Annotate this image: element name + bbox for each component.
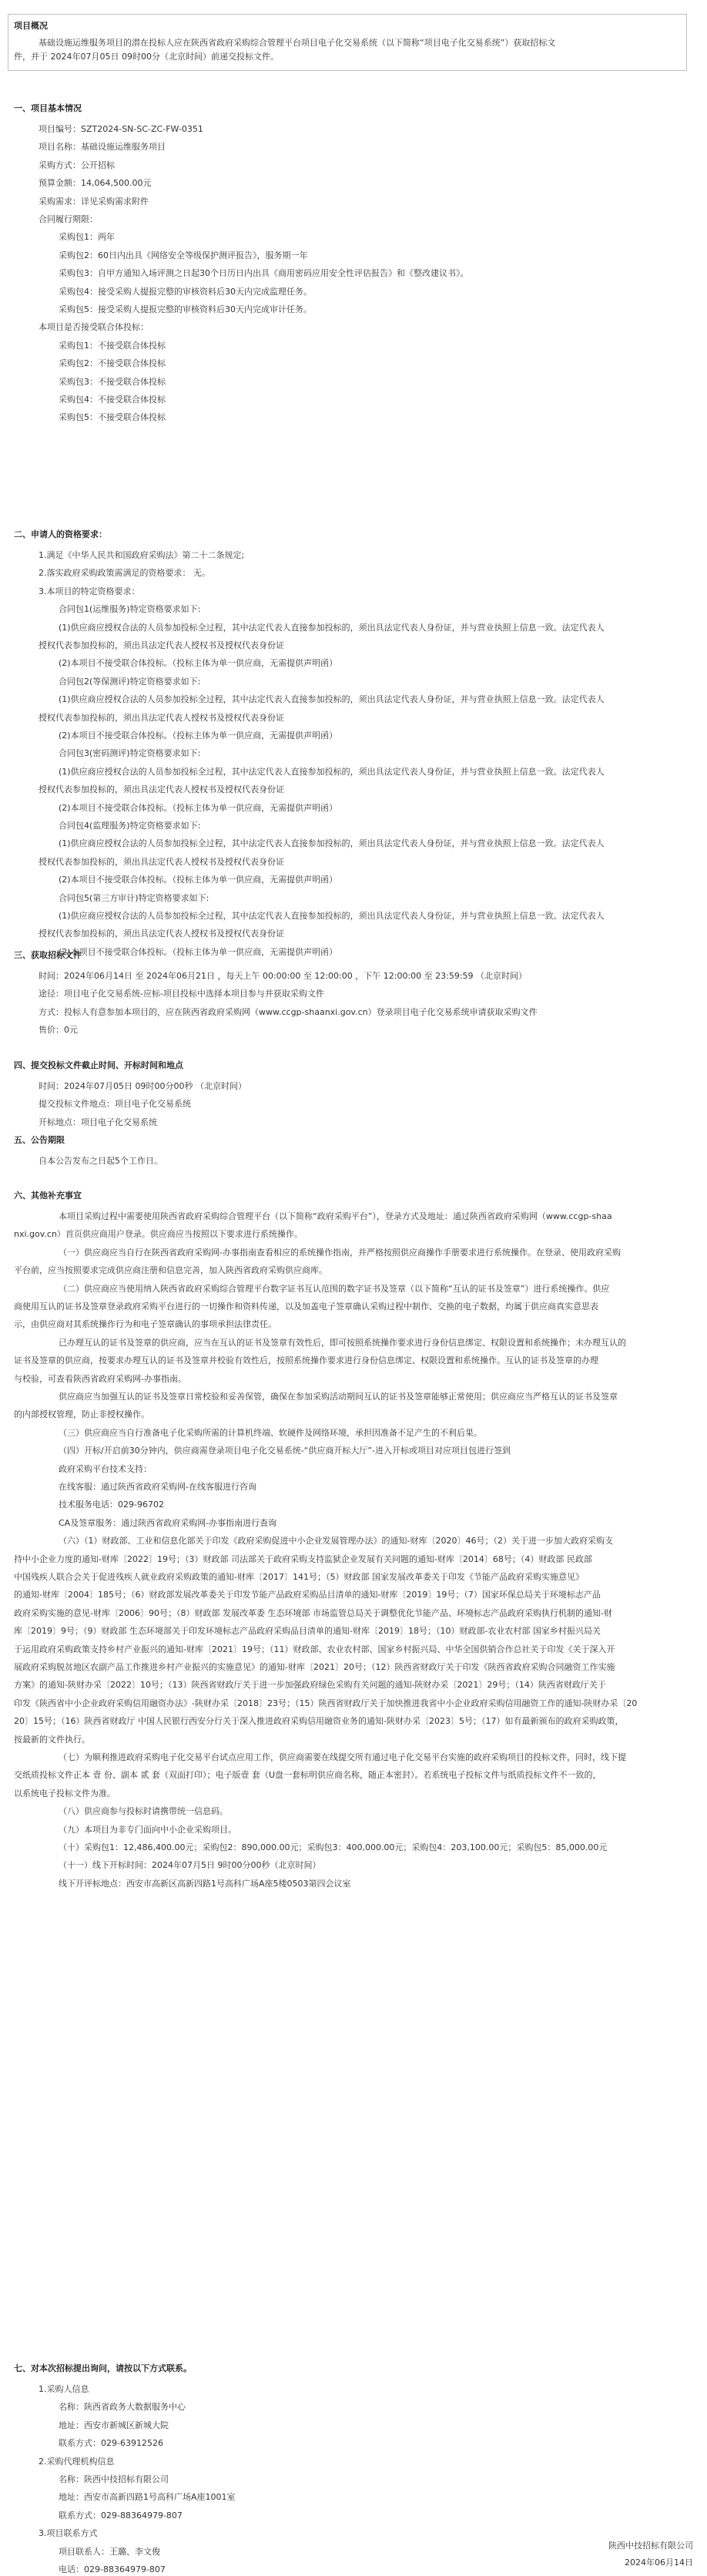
- body-line: 合同包4(监理服务)特定资格要求如下:: [59, 821, 201, 831]
- body-line: 名称：陕西中技招标有限公司: [59, 2474, 169, 2484]
- body-line: (1)供应商应授权合法的人员参加投标全过程，其中法定代表人直接参加投标的，须出具法定代表人身份证，并与营业执照上信息一致。法定代表人: [59, 766, 605, 777]
- body-line: 交纸质投标文件正本 壹 份、副本 贰 套（双面打印）；电子版壹 套（U盘一套标明供应商名称，随正本密封）。若系统电子投标文件与纸质投标文件不一致的，: [14, 1770, 601, 1781]
- body-line: (2)本项目不接受联合体投标。（投标主体为单一供应商，无需提供声明函）: [59, 658, 338, 669]
- section-heading: 六、其他补充事宜: [14, 1191, 82, 1201]
- body-line: (1)供应商应授权合法的人员参加投标全过程，其中法定代表人直接参加投标的，须出具法定代表人身份证，并与营业执照上信息一致。法定代表人: [59, 622, 605, 633]
- body-line: 采购包3：自甲方通知入场评测之日起30个日历日内出具《商用密码应用安全性评估报告》和《整改建议书》。: [59, 268, 469, 279]
- body-line: 20〕15号；（16）陕西省财政厅 中国人民银行西安分行关于深入推进政府采购信用融资业务的通知-陕财办采〔2023〕5号；（17）如有最新颁布的政府采购政策，: [14, 1716, 624, 1727]
- body-line: 采购包4：接受采购人提报完整的审核资料后30天内完成监理任务。: [59, 286, 312, 297]
- body-line: 方案》的通知-陕财办采〔2022〕10号；（13）陕西省财政厅关于进一步加强政府绿色采购有关问题的通知-陕财办采〔2021〕29号；（14）陕西省财政厅关于: [14, 1680, 606, 1691]
- body-line: CA及签章服务：通过陕西省政府采购网-办事指南进行查询: [59, 1517, 277, 1528]
- section-heading: 三、获取招标文件: [14, 950, 82, 960]
- body-line: 的内部授权管理，防止非授权操作。: [14, 1409, 149, 1420]
- body-line: 3.项目联系方式: [39, 2528, 98, 2539]
- body-line: （十）采购包1：12,486,400.00元；采购包2：890,000.00元；采购包3：400,000.00元；采购包4：203,100.00元；采购包5：85,000.00元: [59, 1842, 608, 1852]
- body-line: 按最新的文件执行。: [14, 1734, 90, 1745]
- body-line: （七）为顺利推进政府采购电子化交易平台试点应用工作，供应商需要在线提交所有通过电子化交易平台实施的政府采购项目的投标文件，同时，线下提: [59, 1752, 626, 1762]
- body-line: 采购包4：不接受联合体投标: [59, 395, 166, 405]
- body-line: (1)供应商应授权合法的人员参加投标全过程，其中法定代表人直接参加投标的，须出具法定代表人身份证，并与营业执照上信息一致。法定代表人: [59, 911, 605, 921]
- body-line: 与校验，可查看陕西省政府采购网-办事指南。: [14, 1373, 186, 1384]
- section-heading: 五、公告期限: [14, 1135, 65, 1145]
- body-line: 授权代表参加投标的，须出具法定代表人授权书及授权代表身份证: [39, 640, 284, 650]
- body-line: 展政府采购脱贫地区农副产品工作推进乡村产业振兴的实施意见》的通知-财库〔2021〕20号；（12）陕西省财政厅关于印发《陕西省政府采购合同融资工作实施: [14, 1662, 615, 1672]
- body-line: 联系方式：029-88364979-807: [59, 2510, 183, 2521]
- body-line: 合同履行期限：: [39, 214, 98, 224]
- body-line: （九）本项目为非专门面向中小企业采购项目。: [59, 1824, 236, 1835]
- body-line: 的通知-财库〔2004〕185号；（6）财政部发展改革委关于印发节能产品政府采购品目清单的通知-财库〔2019〕19号；（7）国家环保总局关于环境标志产品: [14, 1590, 601, 1600]
- body-line: 合同包3(密码测评)特定资格要求如下:: [59, 748, 201, 759]
- body-line: （八）供应商参与投标时请携带统一信息码。: [59, 1806, 228, 1817]
- body-line: 名称：陕西省政务大数据服务中心: [59, 2402, 186, 2413]
- body-line: 授权代表参加投标的，须出具法定代表人授权书及授权代表身份证: [39, 712, 284, 723]
- body-line: （二）供应商应当使用纳入陕西省政府采购综合管理平台数字证书互认范围的数字证书及签章（以下简称“互认的证书及签章”）进行系统操作。供应: [59, 1283, 610, 1294]
- body-line: 1.采购人信息: [39, 2384, 89, 2394]
- body-line: 采购包5：不接受联合体投标: [59, 412, 166, 423]
- body-line: nxi.gov.cn）首页供应商用户登录。供应商应当按照以下要求进行系统操作。: [14, 1229, 303, 1240]
- body-line: 商使用互认的证书及签章登录政府采购平台进行的一切操作和资料传递，以及加盖电子签章确认采购过程中制作、交换的电子数据，均属于供应商真实意思表: [14, 1301, 598, 1312]
- body-line: 预算金额：14,064,500.00元: [39, 178, 152, 189]
- body-line: 自本公告发布之日起5个工作日。: [39, 1156, 163, 1166]
- overview-line: 件，并于 2024年07月05日 09时00分（北京时间）前递交投标文件。: [14, 52, 279, 62]
- body-line: 采购方式：公开招标: [39, 160, 115, 170]
- body-line: （六）（1）财政部、工业和信息化部关于印发《政府采购促进中小企业发展管理办法》的通知-财库〔2020〕46号；（2）关于进一步加大政府采购支: [59, 1536, 613, 1547]
- body-line: (1)供应商应授权合法的人员参加投标全过程，其中法定代表人直接参加投标的，须出具法定代表人身份证，并与营业执照上信息一致。法定代表人: [59, 838, 605, 849]
- body-line: 采购包3：不接受联合体投标: [59, 376, 166, 387]
- body-line: （一）供应商应当自行在陕西省政府采购网-办事指南查看相应的系统操作指南，并严格按照供应商操作手册要求进行系统操作。在登录、使用政府采购: [59, 1247, 621, 1258]
- overview-line: 基础设施运维服务项目的潜在投标人应在陕西省政府采购综合管理平台项目电子化交易系统（以下简称“项目电子化交易系统”）获取招标文: [39, 38, 556, 48]
- body-line: （十一）线下开标时间：2024年07月5日 9时00分00秒（北京时间）: [59, 1860, 321, 1871]
- body-line: （三）供应商应当自行准备电子化采购所需的计算机终端、软硬件及网络环境，承担因准备不足产生的不利后果。: [59, 1427, 482, 1438]
- body-line: 开标地点：项目电子化交易系统: [39, 1117, 157, 1127]
- body-line: 地址：西安市新城区新城大院: [59, 2420, 169, 2430]
- body-line: 地址：西安市高新四路1号高科广场A座1001室: [59, 2492, 236, 2503]
- body-line: 时间：2024年06月14日 至 2024年06月21日 ，每天上午 00:00:00 至 12:00:00 ，下午 12:00:00 至 23:59:59 （北京时间）: [39, 971, 528, 981]
- section-heading: 四、提交投标文件截止时间、开标时间和地点: [14, 1060, 183, 1070]
- body-line: 采购包1：两年: [59, 232, 115, 243]
- section-heading: 二、申请人的资格要求：: [14, 529, 107, 539]
- body-line: 本项目是否接受联合体投标：: [39, 322, 149, 333]
- body-line: 政府采购平台技术支持：: [59, 1463, 152, 1474]
- body-line: 政府采购实施的意见-财库〔2006〕90号；（8）财政部 发展改革委 生态环境部 市场监管总局关于调整优化节能产品、环境标志产品政府采购执行机制的通知-财: [14, 1607, 612, 1618]
- body-line: 电话：029-88364979-807: [59, 2564, 166, 2574]
- body-line: 技术服务电话：029-96702: [59, 1500, 164, 1510]
- signature-date: 2024年06月14日: [625, 2558, 693, 2568]
- body-line: 联系方式：029-63912526: [59, 2438, 163, 2449]
- signature-company: 陕西中技招标有限公司: [608, 2541, 693, 2551]
- body-line: 采购包5：接受采购人提报完整的审核资料后30天内完成审计任务。: [59, 304, 312, 314]
- body-line: (2)本项目不接受联合体投标。（投标主体为单一供应商，无需提供声明函）: [59, 730, 338, 741]
- body-line: （四）开标/开启前30分钟内，供应商需登录项目电子化交易系统-“供应商开标大厅”-进入开标或项目对应项目包进行签到: [59, 1446, 511, 1456]
- body-line: 合同包2(等保测评)特定资格要求如下:: [59, 676, 201, 687]
- body-line: 时间：2024年07月05日 09时00分00秒 （北京时间）: [39, 1081, 246, 1091]
- body-line: 项目联系人：王璐、李文俊: [59, 2546, 160, 2557]
- body-line: 售价：0元: [39, 1025, 78, 1036]
- body-line: 合同包5(第三方审计)特定资格要求如下:: [59, 892, 209, 903]
- body-line: 3.本项目的特定资格要求：: [39, 586, 140, 596]
- body-line: (1)供应商应授权合法的人员参加投标全过程，其中法定代表人直接参加投标的，须出具法定代表人身份证，并与营业执照上信息一致。法定代表人: [59, 694, 605, 705]
- body-line: 采购包2：不接受联合体投标: [59, 358, 166, 369]
- body-line: 采购需求：详见采购需求附件: [39, 196, 149, 207]
- section-heading: 七、对本次招标提出询问，请按以下方式联系。: [14, 2363, 192, 2373]
- body-line: 以系统电子投标文件为准。: [14, 1788, 116, 1798]
- body-line: 于运用政府采购政策支持乡村产业振兴的通知-财库〔2021〕19号；（11）财政部、农业农村部、国家乡村振兴局、中华全国供销合作总社关于印发《关于深入开: [14, 1644, 615, 1654]
- body-line: 平台前，应当按照要求完成供应商注册和信息完善，加入陕西省政府采购供应商库。: [14, 1265, 327, 1276]
- body-line: 持中小企业力度的通知-财库〔2022〕19号；（3）财政部 司法部关于政府采购支持监狱企业发展有关问题的通知-财库〔2014〕68号；（4）财政部 民政部: [14, 1553, 592, 1564]
- body-line: 1.满足《中华人民共和国政府采购法》第二十二条规定;: [39, 550, 245, 560]
- section-heading: 一、项目基本情况: [14, 103, 82, 113]
- body-line: 已办理互认的证书及签章的供应商，应当在互认的证书及签章有效性后，即可按照系统操作要求进行身份信息绑定、权限设置和系统操作；未办理互认的: [59, 1337, 626, 1348]
- body-line: 2.落实政府采购政策需满足的资格要求： 无。: [39, 568, 210, 579]
- body-line: 项目名称：基础设施运维服务项目: [39, 142, 166, 153]
- body-line: (2)本项目不接受联合体投标。（投标主体为单一供应商，无需提供声明函）: [59, 946, 338, 957]
- body-line: (2)本项目不接受联合体投标。（投标主体为单一供应商，无需提供声明函）: [59, 802, 338, 813]
- body-line: 授权代表参加投标的，须出具法定代表人授权书及授权代表身份证: [39, 784, 284, 795]
- body-line: 中国残疾人联合会关于促进残疾人就业政府采购政策的通知-财库〔2017〕141号；（5）财政部 国家发展改革委关于印发《节能产品政府采购实施意见》: [14, 1572, 584, 1582]
- body-line: 示，由供应商对其系统操作行为和电子签章确认的事项承担法律责任。: [14, 1319, 276, 1330]
- body-line: (2)本项目不接受联合体投标。（投标主体为单一供应商，无需提供声明函）: [59, 875, 338, 885]
- body-line: 本项目采购过程中需要使用陕西省政府采购综合管理平台（以下简称“政府采购平台”），登录方式及地址：通过陕西省政府采购网（www.ccgp-shaa: [59, 1211, 612, 1221]
- body-line: 途径：项目电子化交易系统-应标-项目投标中选择本项目参与并获取采购文件: [39, 989, 324, 999]
- body-line: 提交投标文件地点：项目电子化交易系统: [39, 1099, 191, 1110]
- body-line: 授权代表参加投标的，须出具法定代表人授权书及授权代表身份证: [39, 929, 284, 939]
- body-line: 采购包2：60日内出具《网络安全等级保护测评报告》，服务期一年: [59, 250, 308, 260]
- body-line: 证书及签章的供应商，按要求办理互认的证书及签章并校验有效性后，按照系统操作要求进行身份信息绑定、权限设置和系统操作。互认的证书及签章的办理: [14, 1355, 598, 1366]
- body-line: 授权代表参加投标的，须出具法定代表人授权书及授权代表身份证: [39, 856, 284, 867]
- body-line: 供应商应当加强互认的证书及签章日常校验和妥善保管，确保在参加采购活动期间互认的证书及签章能够正常使用；供应商应当严格互认的证书及签章: [59, 1392, 618, 1402]
- body-line: 2.采购代理机构信息: [39, 2456, 115, 2467]
- body-line: 采购包1：不接受联合体投标: [59, 340, 166, 351]
- body-line: 方式：投标人有意参加本项目的，应在陕西省政府采购网（www.ccgp-shaanxi.gov.cn）登录项目电子化交易系统申请获取采购文件: [39, 1006, 538, 1017]
- body-line: 库〔2019〕9号；（9）财政部 生态环境部关于印发环境标志产品政府采购品目清单的通知-财库〔2019〕18号；（10）财政部-农业农村部 国家乡村振兴局关: [14, 1626, 601, 1637]
- body-line: 项目编号：SZT2024-SN-SC-ZC-FW-0351: [39, 124, 203, 134]
- project-overview-title: 项目概况: [14, 21, 48, 31]
- body-line: 合同包1(运维服务)特定资格要求如下:: [59, 604, 201, 615]
- body-line: 印发《陕西省中小企业政府采购信用融资办法》-陕财办采〔2018〕23号；（15）陕西省财政厅关于加快推进我省中小企业政府采购信用融资工作的通知-陕财办采〔20: [14, 1698, 638, 1708]
- body-line: 线下开评标地点：西安市高新区高新四路1号高科广场A座5楼0503第四会议室: [59, 1878, 351, 1889]
- body-line: 在线客服：通过陕西省政府采购网-在线客服进行咨询: [59, 1482, 256, 1492]
